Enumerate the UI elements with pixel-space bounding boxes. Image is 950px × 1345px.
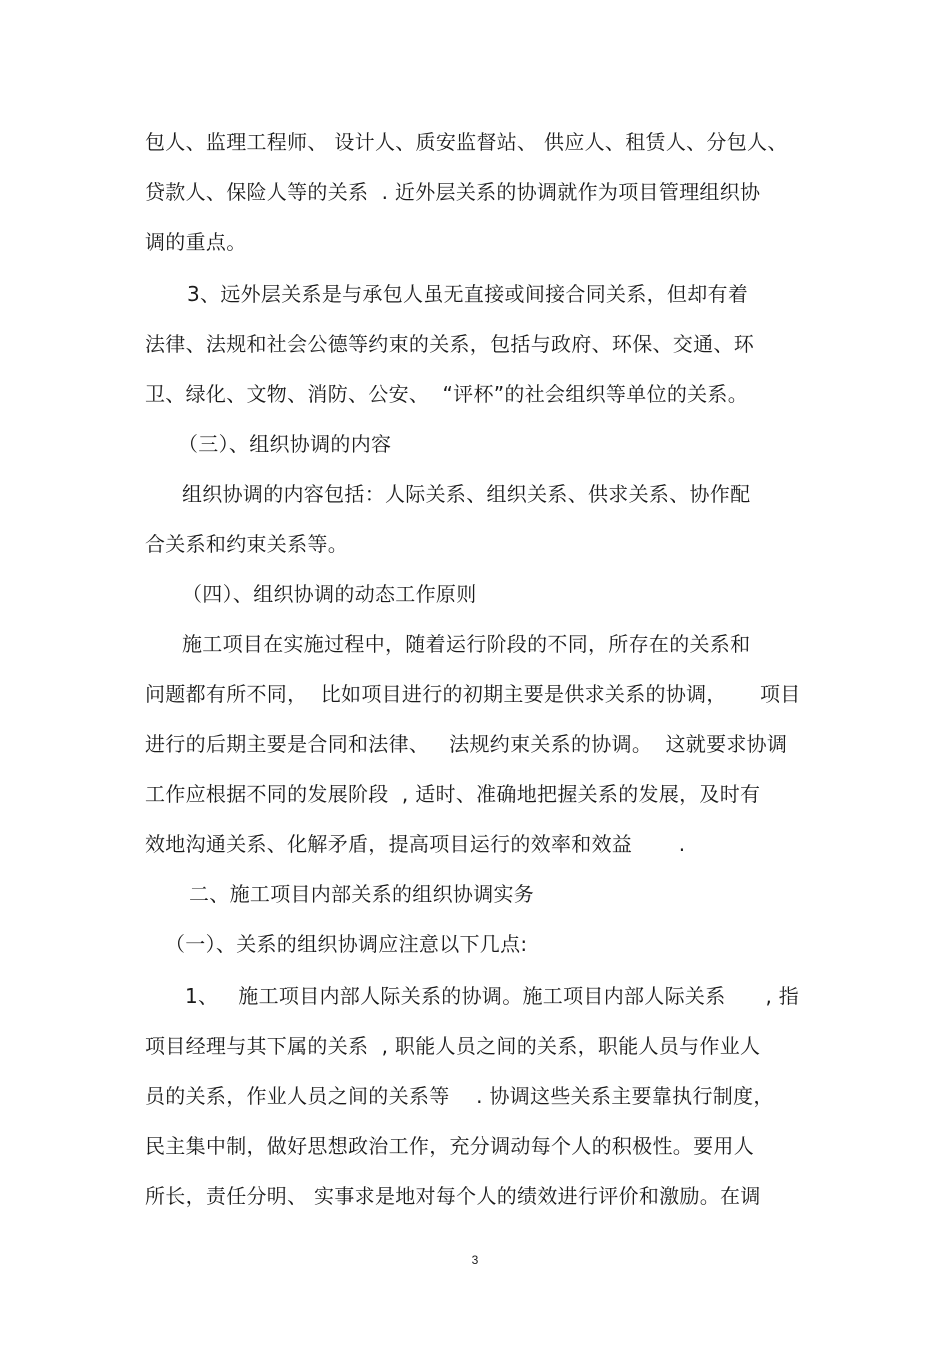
text-line: 问题都有所不同， 比如项目进行的初期主要是供求关系的协调， 项目 [145, 682, 801, 706]
text-line: 所长，责任分明、 实事求是地对每个人的绩效进行评价和激励。在调 [145, 1184, 761, 1208]
page-number: 3 [471, 1253, 479, 1267]
section-heading: （三）、组织协调的内容 [178, 432, 392, 456]
text-line: 民主集中制，做好思想政治工作，充分调动每个人的积极性。要用人 [145, 1134, 754, 1158]
text-line: 合关系和约束关系等。 [145, 532, 348, 556]
text-line: 员的关系，作业人员之间的关系等 . 协调这些关系主要靠执行制度， [145, 1084, 774, 1108]
text-line: 贷款人、保险人等的关系 . 近外层关系的协调就作为项目管理组织协 [145, 180, 761, 204]
text-line: 3、远外层关系是与承包人虽无直接或间接合同关系，但却有着 [187, 282, 749, 306]
text-line: 包人、监理工程师、 设计人、质安监督站、 供应人、租赁人、分包人、 [145, 130, 788, 154]
text-line: 调的重点。 [145, 230, 247, 254]
section-heading: （一）、关系的组织协调应注意以下几点: [165, 932, 528, 956]
text-line: 1、 施工项目内部人际关系的协调。施工项目内部人际关系 , 指 [185, 984, 800, 1008]
text-line: 卫、绿化、文物、消防、公安、 “评杯”的社会组织等单位的关系。 [145, 382, 749, 406]
text-line: 组织协调的内容包括：人际关系、组织关系、供求关系、协作配 [182, 482, 751, 506]
text-line: 进行的后期主要是合同和法律、 法规约束关系的协调。 这就要求协调 [145, 732, 788, 756]
text-line: 施工项目在实施过程中，随着运行阶段的不同，所存在的关系和 [182, 632, 751, 656]
text-line: 效地沟通关系、化解矛盾，提高项目运行的效率和效益 . [145, 832, 686, 856]
text-line: 法律、法规和社会公德等约束的关系，包括与政府、环保、交通、环 [145, 332, 754, 356]
text-line: 工作应根据不同的发展阶段 , 适时、准确地把握关系的发展，及时有 [145, 782, 761, 806]
section-heading: 二、施工项目内部关系的组织协调实务 [189, 882, 535, 906]
text-line: 项目经理与其下属的关系 , 职能人员之间的关系，职能人员与作业人 [145, 1034, 761, 1058]
section-heading: （四）、组织协调的动态工作原则 [182, 582, 477, 606]
